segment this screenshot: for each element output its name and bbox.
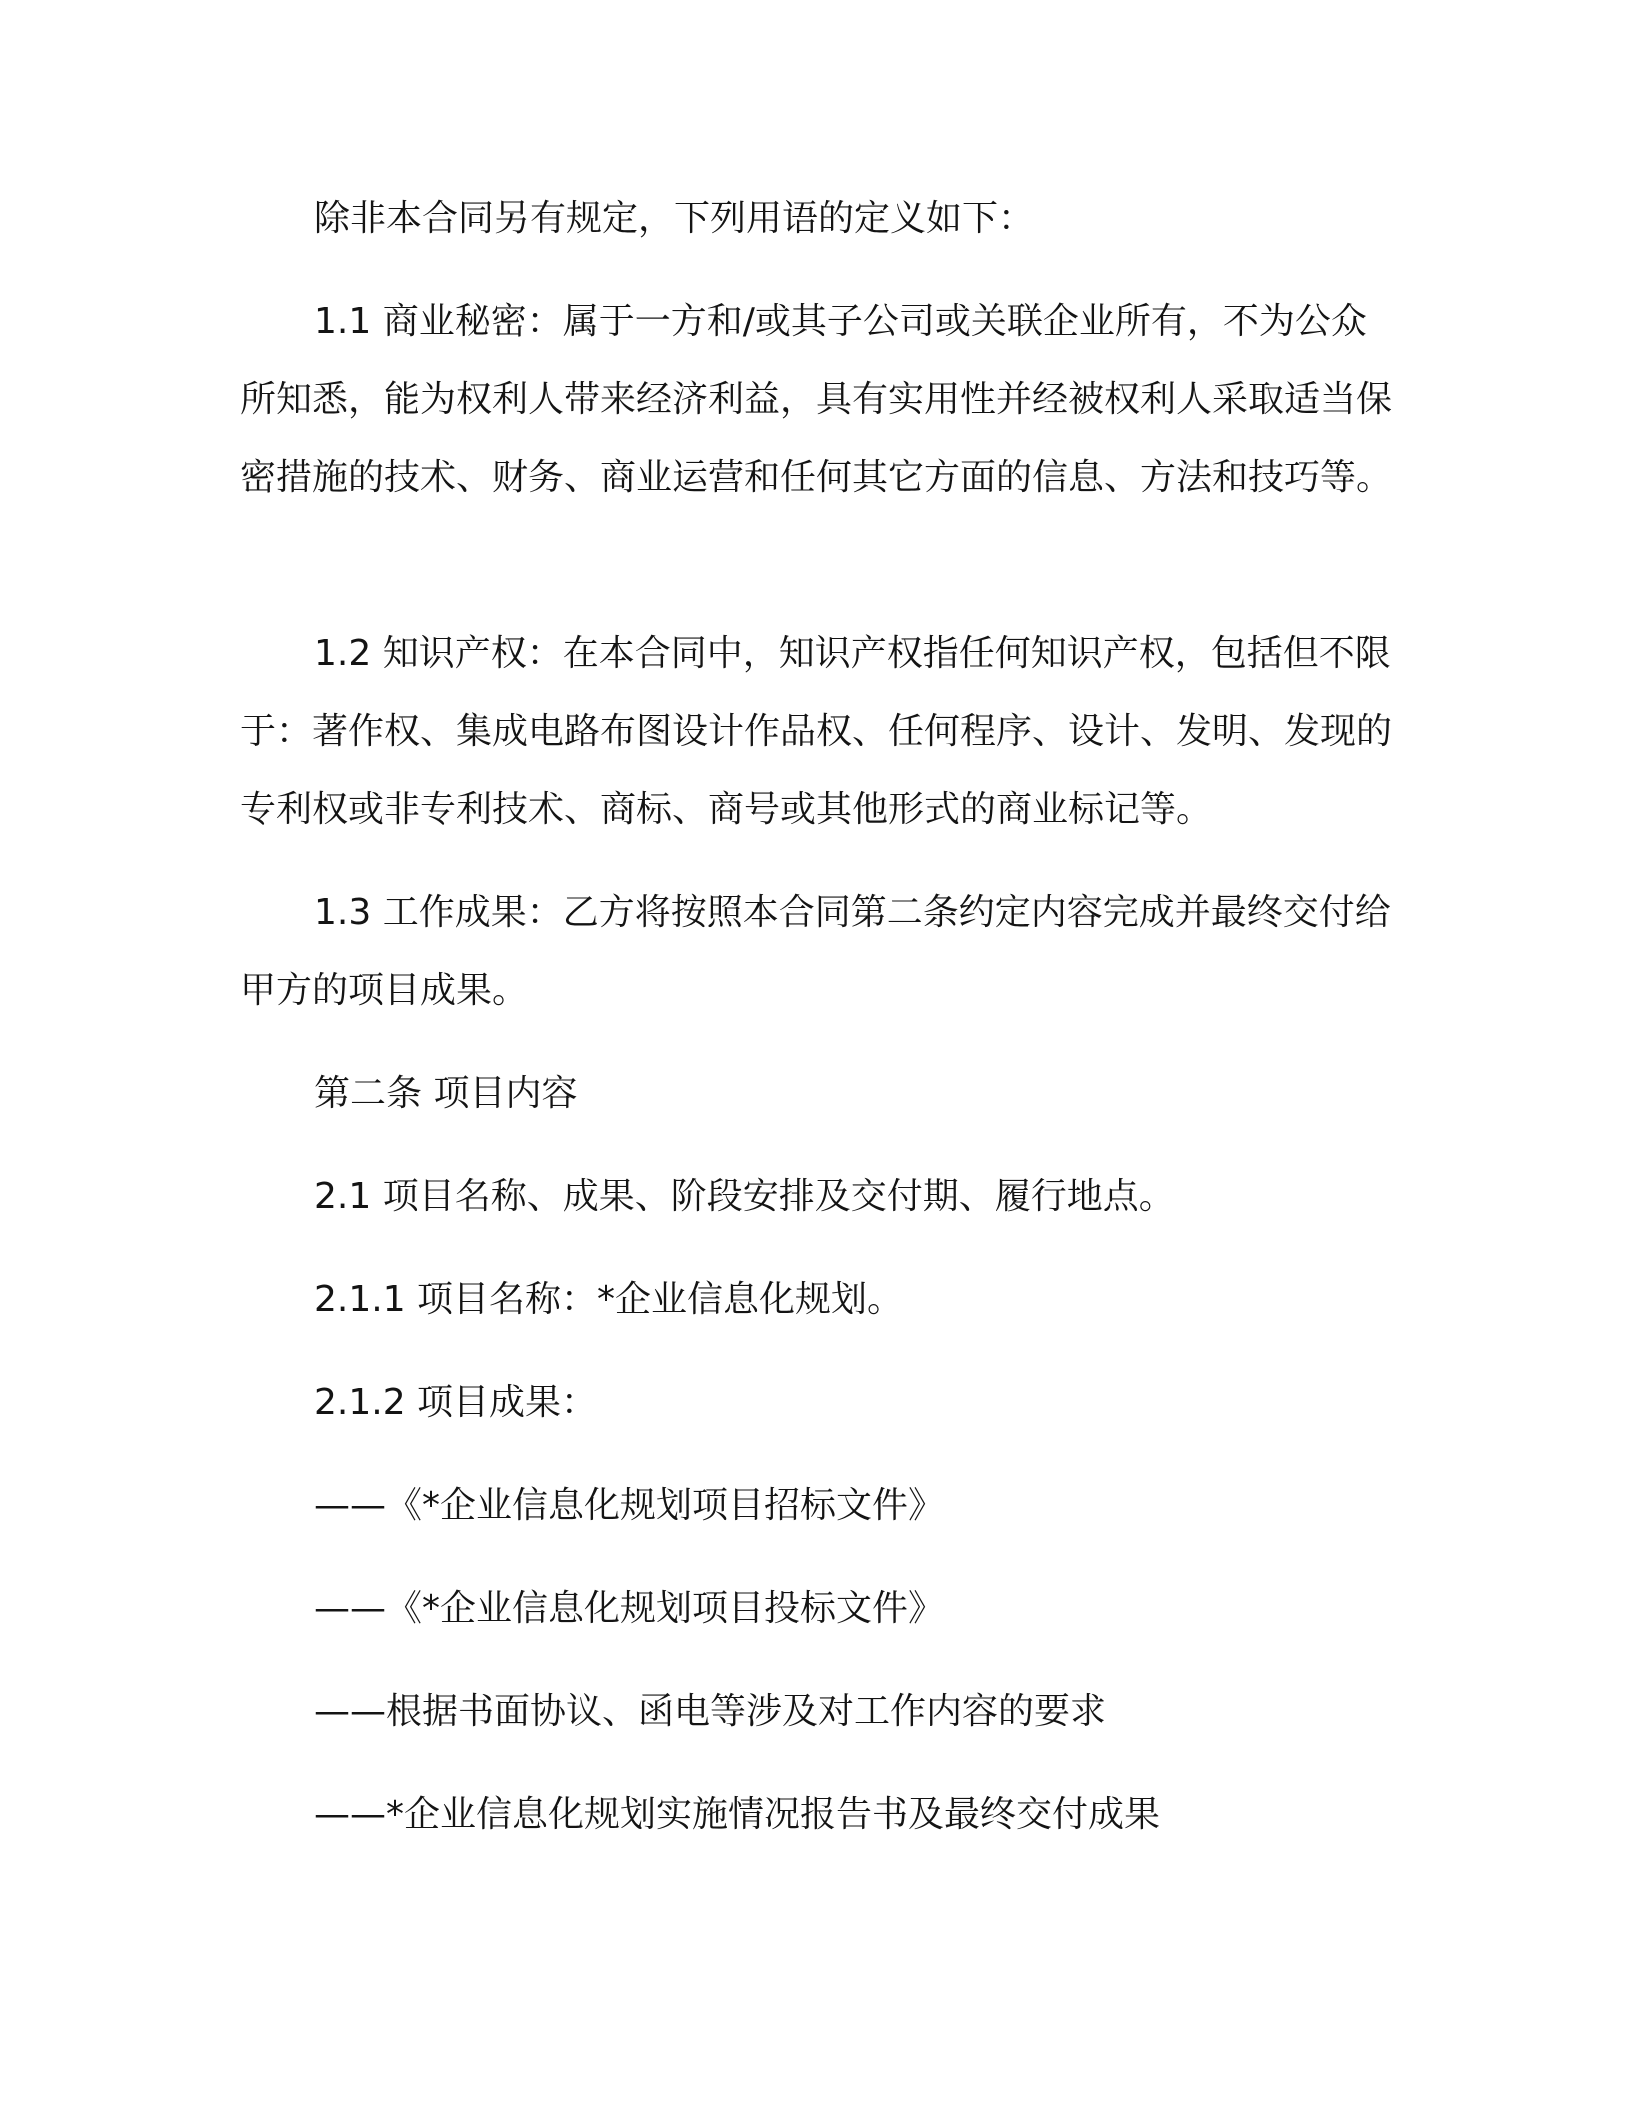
clause-2-1-paragraph: 2.1 项目名称、成果、阶段安排及交付期、履行地点。	[314, 1176, 1175, 1217]
deliverable-item: ——*企业信息化规划实施情况报告书及最终交付成果	[314, 1794, 1161, 1835]
article-2-heading: 第二条 项目内容	[314, 1073, 578, 1114]
clause-1-2-paragraph: 1.2 知识产权：在本合同中，知识产权指任何知识产权，包括但不限于：著作权、集成电路布图设计作品权、任何程序、设计、发明、发现的专利权或非专利技术、商标、商号或其他形式的商业标记等。	[240, 633, 1393, 830]
deliverable-item: ——《*企业信息化规划项目招标文件》	[314, 1485, 945, 1526]
clause-1-1-paragraph: 1.1 商业秘密：属于一方和/或其子公司或关联企业所有，不为公众所知悉，能为权利人带来经济利益，具有实用性并经被权利人采取适当保密措施的技术、财务、商业运营和任何其它方面的信息、方法和技巧等。	[240, 301, 1393, 498]
deliverable-item: ——《*企业信息化规划项目投标文件》	[314, 1588, 945, 1629]
clause-2-1-1-paragraph: 2.1.1 项目名称：*企业信息化规划。	[314, 1279, 904, 1320]
clause-1-3-paragraph: 1.3 工作成果：乙方将按照本合同第二条约定内容完成并最终交付给甲方的项目成果。	[240, 892, 1391, 1011]
clause-2-1-2-paragraph: 2.1.2 项目成果：	[314, 1382, 598, 1423]
intro-paragraph: 除非本合同另有规定，下列用语的定义如下：	[314, 198, 1035, 239]
deliverable-item: ——根据书面协议、函电等涉及对工作内容的要求	[314, 1691, 1107, 1732]
